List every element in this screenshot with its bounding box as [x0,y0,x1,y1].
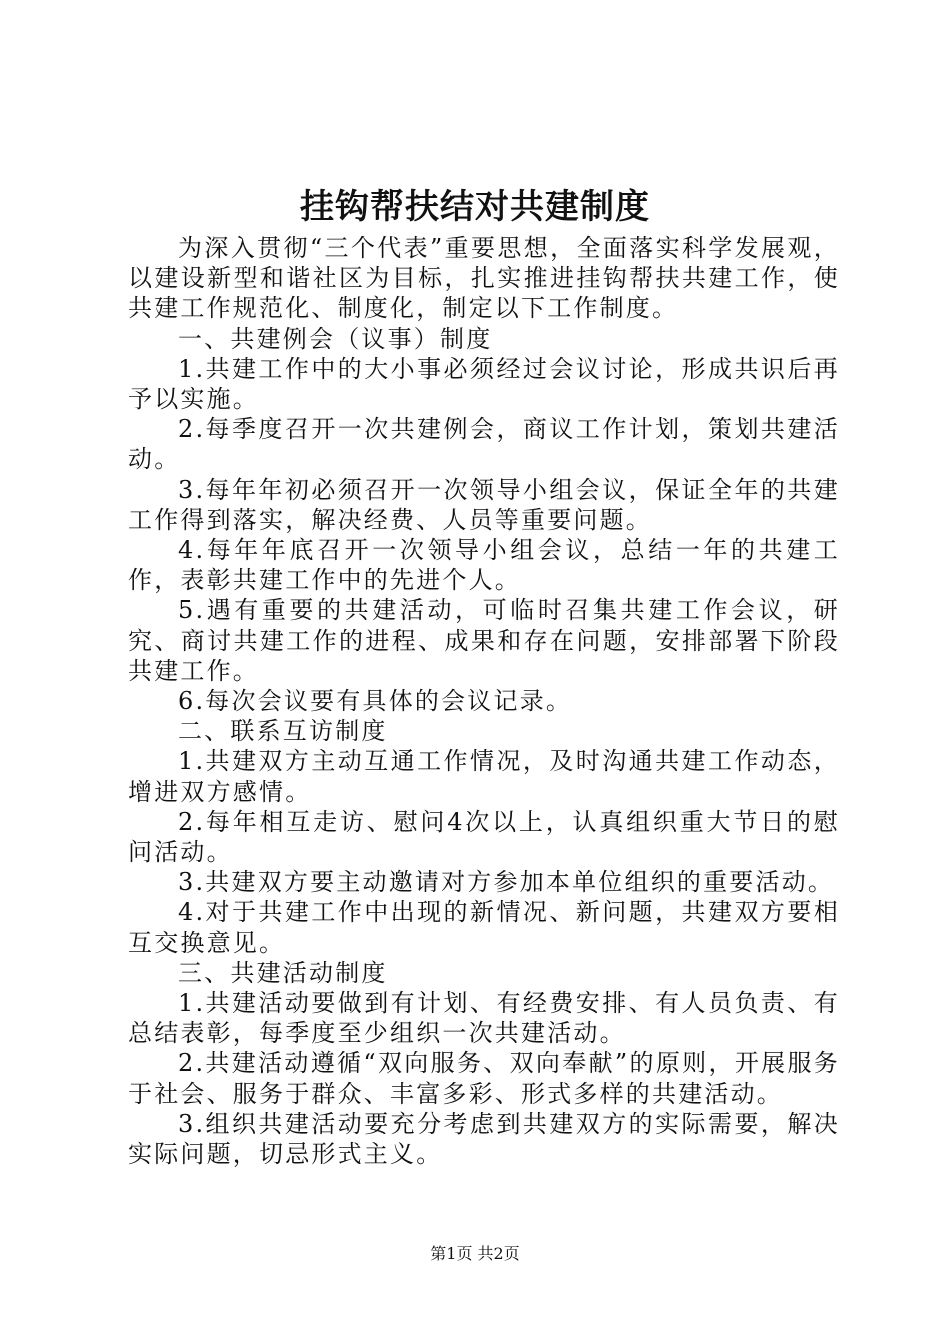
paragraph-intro: 为深入贯彻“三个代表”重要思想，全面落实科学发展观，以建设新型和谐社区为目标，扎实推进挂钩帮扶共建工作，使共建工作规范化、制度化，制定以下工作制度。 [128,234,840,323]
paragraph-3-2: 2.共建活动遵循“双向服务、双向奉献”的原则，开展服务于社会、服务于群众、丰富多彩、形式多样的共建活动。 [128,1049,840,1108]
section-heading-1: 一、共建例会（议事）制度 [178,324,493,353]
paragraph-1-2: 2.每季度召开一次共建例会，商议工作计划，策划共建活动。 [128,415,840,474]
document-body [128,233,840,1169]
paragraph-2-1: 1.共建双方主动互通工作情况，及时沟通共建工作动态，增进双方感情。 [128,747,840,806]
paragraph-1-3: 3.每年年初必须召开一次领导小组会议，保证全年的共建工作得到落实，解决经费、人员等重要问题。 [128,475,840,534]
section-heading-2: 二、联系互访制度 [178,717,388,746]
paragraph-1-5: 5.遇有重要的共建活动，可临时召集共建工作会议，研究、商讨共建工作的进程、成果和存在问题，安排部署下阶段共建工作。 [128,596,840,685]
page-footer: 第1页 共2页 [430,1244,520,1263]
paragraph-3-1: 1.共建活动要做到有计划、有经费安排、有人员负责、有总结表彰，每季度至少组织一次共建活动。 [128,989,840,1048]
document-title: 挂钩帮扶结对共建制度 [300,187,650,227]
paragraph-1-4: 4.每年年底召开一次领导小组会议，总结一年的共建工作，表彰共建工作中的先进个人。 [128,536,840,595]
paragraph-1-1: 1.共建工作中的大小事必须经过会议讨论，形成共识后再予以实施。 [128,354,840,414]
section-heading-3: 三、共建活动制度 [178,958,388,987]
paragraph-1-6: 6.每次会议要有具体的会议记录。 [178,687,573,716]
paragraph-3-3: 3.组织共建活动要充分考虑到共建双方的实际需要，解决实际问题，切忌形式主义。 [128,1109,840,1169]
paragraph-2-2: 2.每年相互走访、慰问4次以上，认真组织重大节日的慰问活动。 [128,807,840,867]
paragraph-2-3: 3.共建双方要主动邀请对方参加本单位组织的重要活动。 [178,868,835,897]
paragraph-2-4: 4.对于共建工作中出现的新情况、新问题，共建双方要相互交换意见。 [128,898,840,957]
